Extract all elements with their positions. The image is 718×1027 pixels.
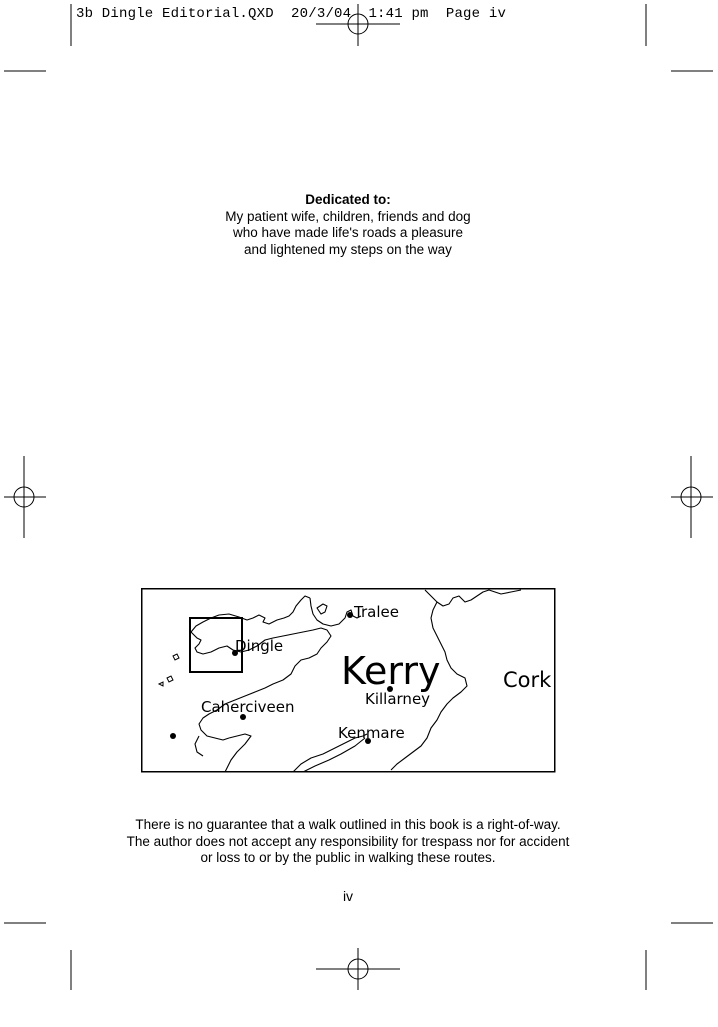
dedication — [148, 192, 548, 258]
dedication-line: My patient wife, children, friends and dog — [225, 208, 471, 224]
disclaimer-line: There is no guarantee that a walk outlined in this book is a right-of-way. — [135, 817, 561, 832]
registration-mark-left — [4, 456, 46, 538]
disclaimer-line: or loss to or by the public in walking these routes. — [200, 850, 496, 865]
disclaimer-line: The author does not accept any responsibility for trespass nor for accident — [126, 833, 570, 849]
dingle-label: Dingle — [235, 637, 284, 655]
tralee-dot — [347, 612, 353, 618]
disclaimer — [80, 817, 616, 867]
registration-mark-bottom — [316, 948, 400, 990]
cork-label: Cork — [503, 668, 552, 692]
killarney-label: Killarney — [365, 690, 431, 708]
printer-slug: 3b Dingle Editorial.QXD 20/3/04 1:41 pm Page iv — [76, 6, 507, 22]
page-number: iv — [342, 888, 354, 904]
tralee-label: Tralee — [354, 603, 399, 621]
dedication-line: who have made life's roads a pleasure — [233, 225, 463, 240]
registration-mark-right — [671, 456, 713, 538]
registration-mark-top — [316, 4, 400, 46]
valentia-dot — [170, 733, 176, 739]
kenmare-label: Kenmare — [338, 724, 405, 742]
dedication-line: and lightened my steps on the way — [244, 241, 452, 257]
kerry-label: Kerry — [341, 649, 441, 693]
caherciveen-label: Caherciveen — [201, 698, 295, 716]
dedication-heading: Dedicated to: — [305, 192, 391, 207]
kerry-map — [141, 588, 556, 773]
